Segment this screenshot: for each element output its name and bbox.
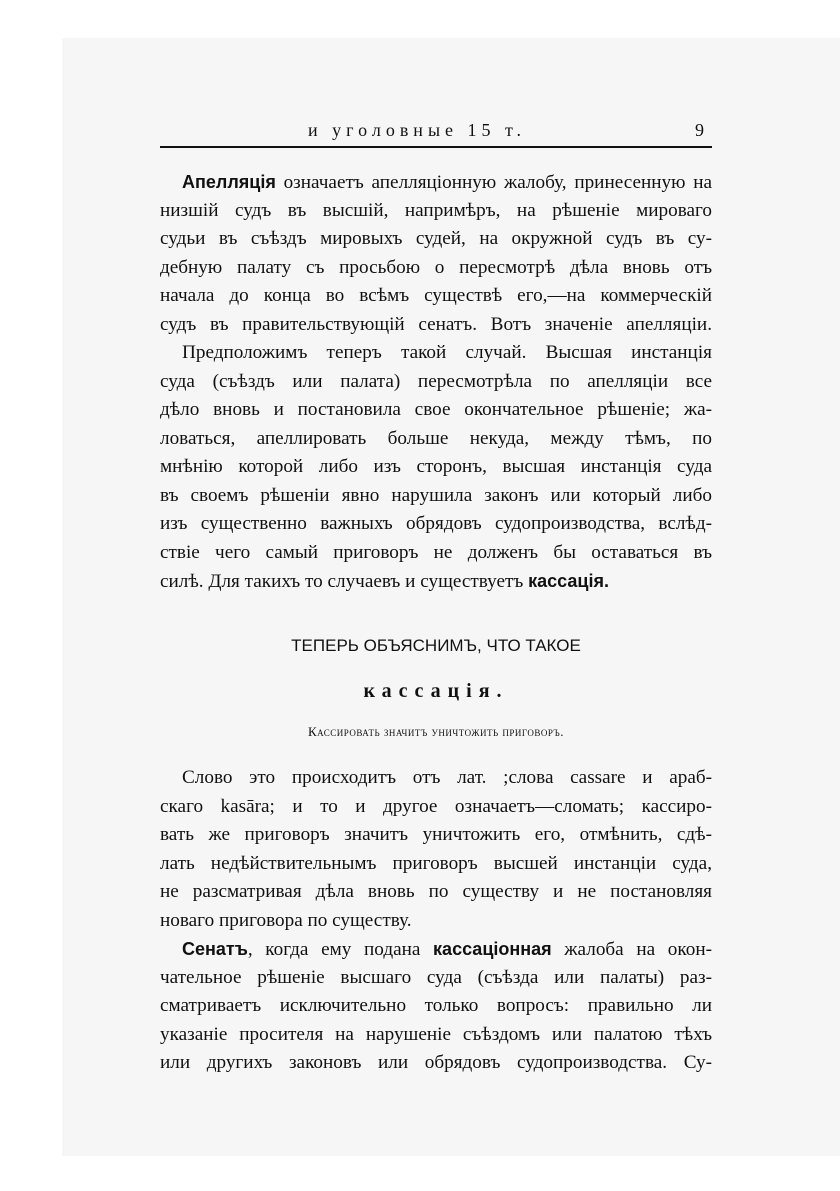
text-line: въ своемъ рѣшеніи явно нарушила законъ или который либо [160,484,712,506]
text-line: изъ существенно важныхъ обрядовъ судопроизводства, вслѣд- [160,513,712,534]
paragraph-etymology [160,764,712,935]
term-appeal: Апелляція [182,172,276,192]
text-line: низшій судъ въ высшій, напримѣръ, на рѣшеніе мироваго [160,199,712,221]
page-header [160,120,712,148]
text-line: новаго приговора по существу. [160,909,412,931]
text-line: силѣ. Для такихъ то случаевъ и существуетъ кассація. [160,571,609,592]
text-line: ловаться, апеллировать больше некуда, между тѣмъ, по [160,427,712,449]
text-line: скаго kasāra; и то и другое означаетъ—сломать; кассиро- [160,795,712,817]
text-line: дѣло вновь и постановила свое окончательное рѣшеніе; жа- [160,399,712,420]
text-line: мнѣнію которой либо изъ сторонъ, высшая инстанція суда [160,456,712,477]
text-line: суда (съѣздъ или палата) пересмотрѣла по апелляціи все [160,370,712,392]
text-line: начала до конца во всѣмъ существѣ его,—на коммерческій [160,285,712,306]
text-line: сматриваетъ исключительно только вопросъ: правильно ли [160,995,712,1016]
text-line: лать недѣйствительнымъ приговоръ высшей инстанціи суда, [160,852,712,874]
text-line: чательное рѣшеніе высшаго суда (съѣзда или палаты) раз- [160,966,712,988]
paragraph-senate [160,935,712,1078]
paragraph-appeal [160,168,712,339]
text-line: вать же приговоръ значитъ уничтожить его, отмѣнить, сдѣ- [160,824,712,845]
term-senate: Сенатъ [182,939,248,959]
text-line: указаніе просителя на нарушеніе съѣздомъ или палатою тѣхъ [160,1023,712,1045]
section-title: кассація. [363,680,509,702]
term-cassation-complaint: кассаціонная [433,939,552,959]
text-line: Апелляція означаетъ апелляціонную жалобу, принесенную на [182,172,712,193]
text-line: Предположимъ теперъ такой случай. Высшая инстанція [182,342,712,363]
section-subtitle: Кассировать значитъ уничтожить приговоръ. [308,724,564,739]
text-line: ствіе чего самый приговоръ не долженъ бы оставаться въ [160,541,712,563]
section-heading: ТЕПЕРЬ ОБЪЯСНИМЪ, ЧТО ТАКОЕ [291,636,581,655]
text-line: дебную палату съ просьбою о пересмотрѣ дѣла вновь отъ [160,256,712,278]
running-title: и уголовные 15 т. [308,120,527,140]
text-line: или другихъ законовъ или обрядовъ судопроизводства. Су- [160,1052,712,1073]
text-line: не разсматривая дѣла вновь по существу и не постановляя [160,881,712,902]
text-line: Слово это происходитъ отъ лат. ;слова cassare и араб- [182,767,712,788]
text-line: Сенатъ, когда ему подана кассаціонная жалоба на окон- [182,939,712,960]
term-cassation: кассація. [528,571,609,591]
text-line: судьи въ съѣздъ мировыхъ судей, на окружной судъ въ су- [160,228,712,249]
paragraph-instance [160,339,712,596]
page-number: 9 [695,120,704,140]
text-line: судъ въ правительствующій сенатъ. Вотъ значеніе апелляціи. [160,313,712,335]
